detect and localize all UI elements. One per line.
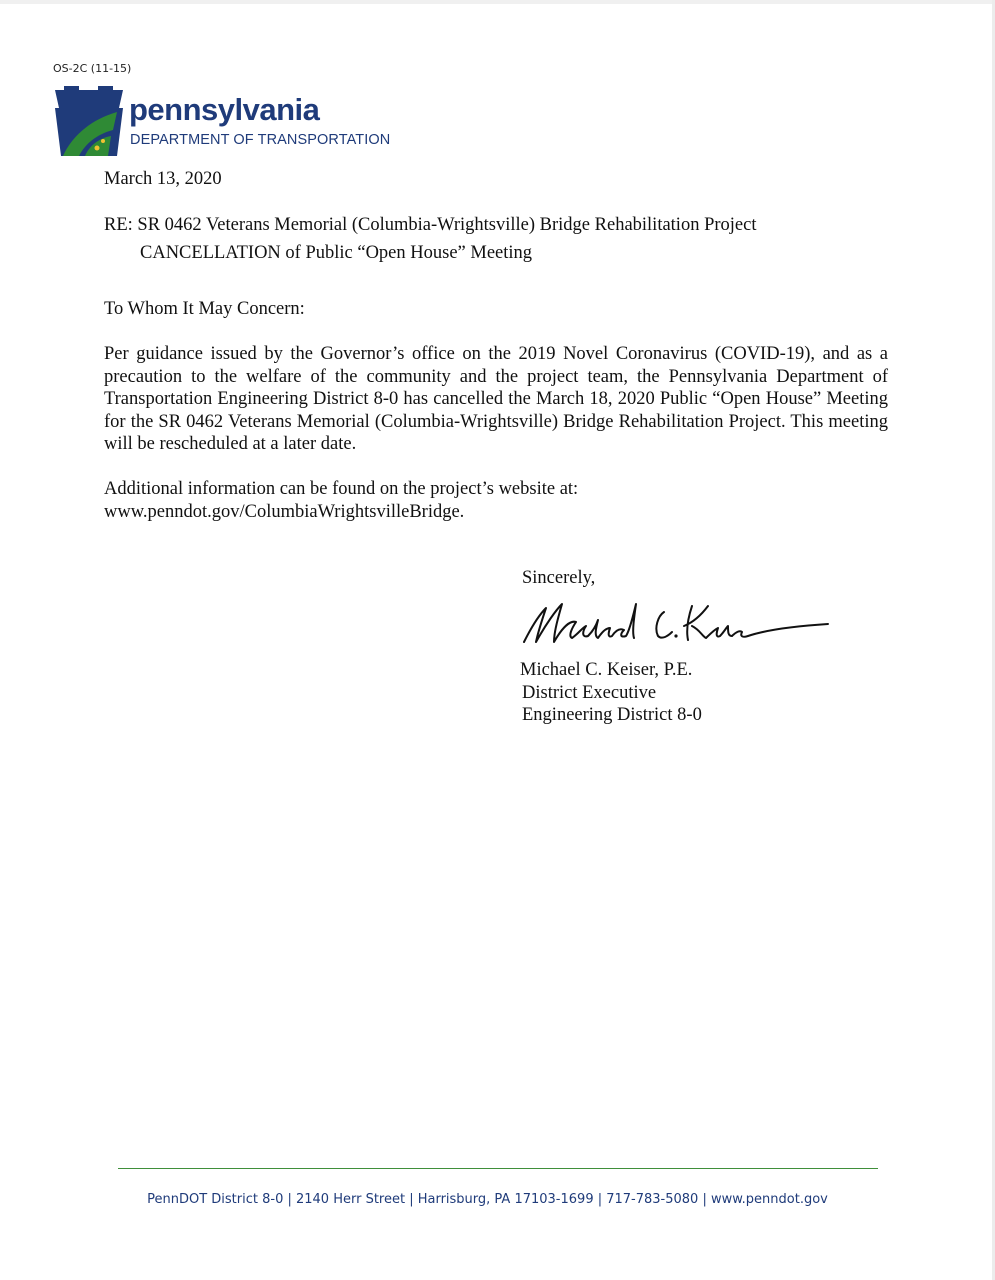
salutation: To Whom It May Concern:: [104, 299, 305, 319]
handwritten-signature: [516, 592, 836, 652]
project-website-link[interactable]: www.penndot.gov/ColumbiaWrightsvilleBridge.: [104, 501, 465, 522]
additional-info: [104, 478, 578, 523]
page-top-edge: [0, 0, 995, 4]
subject-line-2: CANCELLATION of Public “Open House” Meeting: [140, 243, 533, 263]
footer-divider: [118, 1168, 878, 1169]
body-paragraph: Per guidance issued by the Governor’s office on the 2019 Novel Coronavirus (COVID-19), and as a precaution to the welfare of the community and the project team, the Pennsylvania Department of Transportation Engineering District 8-0 has cancelled the March 18, 2020 Public “Open House” Meeting for the SR 0462 Veterans Memorial (Columbia-Wrightsville) Bridge Rehabilitation Project. This meeting will be rescheduled at a later date.: [104, 344, 888, 455]
closing: Sincerely,: [522, 568, 596, 588]
signer-name: Michael C. Keiser, P.E.: [520, 660, 693, 680]
subject-line: RE: SR 0462 Veterans Memorial (Columbia-Wrightsville) Bridge Rehabilitation Project: [104, 215, 757, 235]
footer-address: PennDOT District 8-0 | 2140 Herr Street | Harrisburg, PA 17103-1699 | 717-783-5080 | www.penndot.gov: [147, 1192, 828, 1207]
letter-date: March 13, 2020: [104, 169, 222, 189]
signer-unit: Engineering District 8-0: [522, 705, 702, 725]
logo-wordmark: pennsylvania: [129, 92, 320, 127]
form-code: OS-2C (11-15): [53, 62, 132, 75]
signer-title: District Executive: [522, 682, 657, 703]
keystone-logo-icon: [55, 86, 125, 158]
logo-department: DEPARTMENT OF TRANSPORTATION: [130, 132, 391, 148]
signer-block: [520, 659, 702, 727]
additional-info-text: Additional information can be found on the project’s website at:: [104, 479, 579, 499]
penndot-logo: [55, 86, 395, 158]
